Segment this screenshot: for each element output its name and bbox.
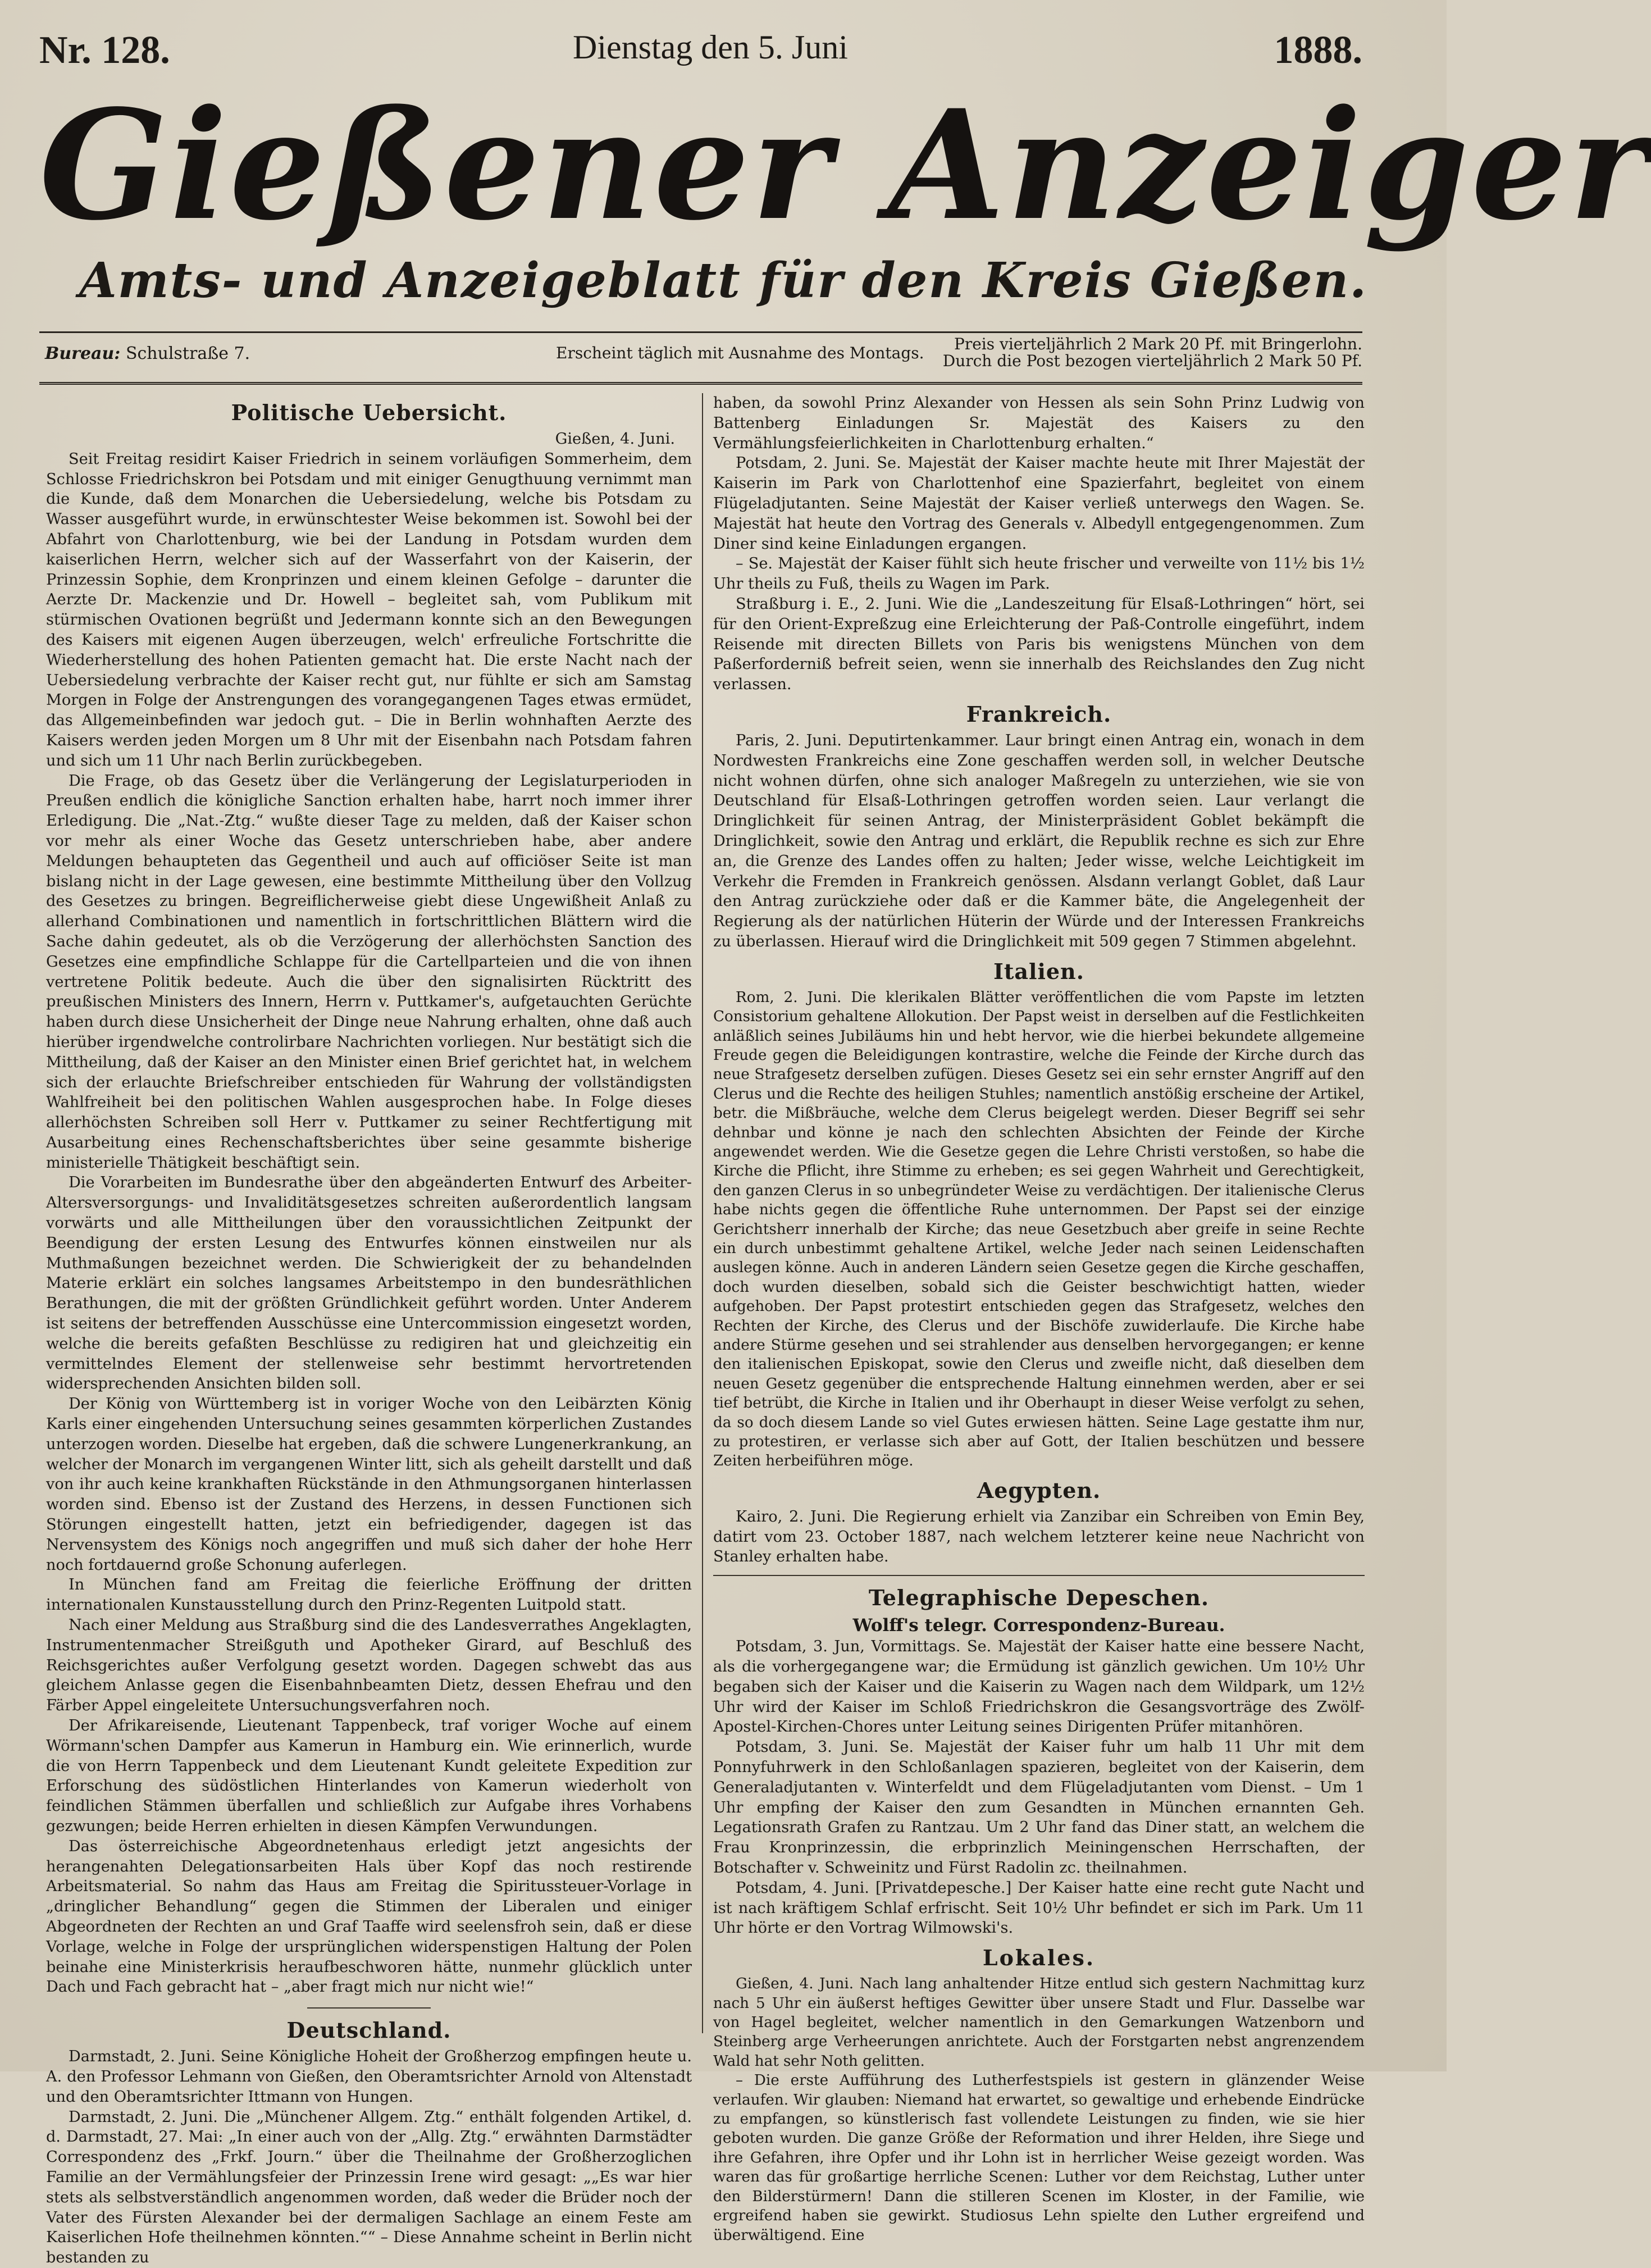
article-paragraph: – Se. Majestät der Kaiser fühlt sich heute frischer und verweilte von 11½ bis 1½ Uhr theils zu Fuß, theils zu Wagen im Park. xyxy=(713,555,1365,593)
bureau-address xyxy=(45,344,250,363)
left-column xyxy=(46,393,692,2268)
section-subheading: Wolff's telegr. Correspondenz-Bureau. xyxy=(852,1615,1225,1636)
article-paragraph: Gießen, 4. Juni. Nach lang anhaltender Hitze entlud sich gestern Nachmittag kurz nach 5 Uhr ein äußerst heftiges Gewitter über unsere Stadt und Flur. Dasselbe war von Hagel begleitet, welcher namentlich in den Gemarkungen Watzenborn und Steinberg arge Verheerungen anrichtete. Auch der Forstgarten nebst angrenzendem Wald hat sehr Noth gelitten. xyxy=(713,1975,1365,2070)
article-paragraph: In München fand am Freitag die feierliche Eröffnung der dritten internationalen Kunstausstellung durch den Prinz-Regenten Luitpold statt. xyxy=(46,1576,692,1614)
section-heading-egypt: Aegypten. xyxy=(977,1477,1101,1503)
article-paragraph: Darmstadt, 2. Juni. Die „Münchener Allgem. Ztg.“ enthält folgenden Artikel, d. d. Darmstadt, 27. Mai: „In einer auch von der „Allg. Ztg.“ erwähnten Darmstädter Correspondenz des „Frkf. Journ.“ über die Theilnahme der Großherzoglichen Familie an der Vermählungsfeier der Prinzessin Irene wird gesagt: „„Es war hier stets als selbstverständlich angenommen worden, daß weder die Brüder noch der Vater des Fürsten Alexander bei der dermaligen Sachlage an einem Feste am Kaiserlichen Hofe theilnehmen könnten.““ – Diese Annahme scheint in Berlin nicht bestanden zu xyxy=(46,2108,692,2267)
article-paragraph: Seit Freitag residirt Kaiser Friedrich in seinem vorläufigen Sommerheim, dem Schlosse Friedrichskron bei Potsdam und mit einiger Genugthuung vernimmt man die Kunde, daß dem Monarchen die Uebersiedelung, welche bis Potsdam zu Wasser ausgeführt wurde, in erwünschtester Weise bekommen ist. Sowohl bei der Abfahrt von Charlottenburg, wie bei der Landung in Potsdam wurden dem kaiserlichen Herrn, welcher sich auf der Wasserfahrt von der Kaiserin, der Prinzessin Sophie, dem Kronprinzen und einem kleinen Gefolge – darunter die Aerzte Dr. Mackenzie und Dr. Howell – begleitet sah, vom Publikum mit stürmischen Ovationen begrüßt und Jedermann konnte sich an den Bewegungen des Kaisers mit eigenen Augen überzeugen, welch' erfreuliche Fortschritte die Wiederherstellung des hohen Patienten gemacht hat. Die erste Nacht nach der Uebersiedelung verbrachte der Kaiser recht gut, nur fühlte er sich am Samstag Morgen in Folge der Anstrengungen des vorangegangenen Tages etwas ermüdet, das Allgemeinbefinden war jedoch gut. – Die in Berlin wohnhaften Aerzte des Kaisers werden jeden Morgen um 8 Uhr mit der Eisenbahn nach Potsdam fahren und sich um 11 Uhr nach Berlin zurückbegeben. xyxy=(46,450,692,769)
article-paragraph: Potsdam, 4. Juni. [Privatdepesche.] Der Kaiser hatte eine recht gute Nacht und ist nach kräftigem Schlaf erfrischt. Seit 10½ Uhr befindet er sich im Park. Um 11 Uhr hörte er den Vortrag Wilmowski's. xyxy=(713,1879,1365,1937)
newspaper-subtitle: Amts- und Anzeigeblatt für den Kreis Gießen. xyxy=(79,252,1368,309)
article-paragraph: Rom, 2. Juni. Die klerikalen Blätter veröffentlichen die vom Papste im letzten Consistorium gehaltene Allokution. Der Papst weist in derselben auf die Festlichkeiten anläßlich seines Jubiläums hin und hebt hervor, wie die hierbei bekundete allgemeine Freude gegen die Beleidigungen kontrastire, welche die Feinde der Kirche durch das neue Strafgesetz derselben zufügen. Dieses Gesetz sei ein sehr ernster Angriff auf den Clerus und die Rechte des heiligen Stuhles; namentlich anstößig erscheine der Artikel, betr. die Mißbräuche, welche dem Clerus beigelegt werden. Dieser Begriff sei sehr dehnbar und könne je nach den schlechten Absichten der Feinde der Kirche angewendet werden. Wie die Gesetze gegen die Lehre Christi verstoßen, so habe die Kirche die Pflicht, ihre Stimme zu erheben; es sei gegen Wahrheit und Gerechtigkeit, den ganzen Clerus in so unbegründeter Weise zu verdächtigen. Der italienische Clerus habe nichts gegen die öffentliche Ruhe unternommen. Der Papst sei der einzige Gerichtsherr innerhalb der Kirche; das neue Gesetzbuch aber greife in seine Rechte ein durch unbestimmt gehaltene Artikel, welche Jeder nach seinen Leidenschaften auslegen könne. Auch in anderen Ländern seien Gesetze gegen die Kirche geschaffen, doch wurden dieselben, sobald sich die Geister beschwichtigt hatten, wieder aufgehoben. Der Papst protestirt entschieden gegen das Strafgesetz, welches den Rechten der Kirche, des Clerus und der Bischöfe zuwiderlaufe. Die Kirche habe andere Stürme gesehen und sei strahlender aus denselben hervorgegangen; er kenne den italienischen Episkopat, sowie den Clerus und zweifle nicht, daß dieselben dem neuen Gesetz gegenüber die entsprechende Haltung einnehmen werden, aber er sei tief betrübt, die Kirche in Italien und ihr Oberhaupt in dieser Weise verfolgt zu sehen, da so doch diesem Lande so viel Gutes erwiesen hätten. Seine Lage gestatte ihm nur, zu protestiren, er verlasse sich aber auf Gott, der Italien beschützen und bessere Zeiten herbeiführen möge. xyxy=(713,989,1365,1470)
right-column xyxy=(713,393,1365,2245)
article-paragraph: Straßburg i. E., 2. Juni. Wie die „Landeszeitung für Elsaß-Lothringen“ hört, sei für den Orient-Expreßzug eine Erleichterung der Paß-Controlle eingeführt, indem Reisende mit directen Billets von Paris bis wenigstens München von dem Paßerforderniß befreit seien, wenn sie innerhalb des Reichslandes den Zug nicht verlassen. xyxy=(713,595,1365,694)
publication-info xyxy=(39,335,1362,370)
section-heading-italy: Italien. xyxy=(993,958,1084,984)
issue-date: Dienstag den 5. Juni xyxy=(573,29,848,66)
section-heading-telegraph: Telegraphische Depeschen. xyxy=(868,1585,1210,1611)
article-paragraph: – Die erste Aufführung des Lutherfestspiels ist gestern in glänzender Weise verlaufen. Wir glauben: Niemand hat erwartet, so gewaltige und erhebende Eindrücke zu empfangen, so künstlerisch fast vollendete Leistungen zu finden, wie sie hier geboten wurden. Die ganze Größe der Reformation und ihrer Helden, ihre Siege und ihre Gefahren, ihre Opfer und ihr Lohn ist in herrlicher Weise gezeigt worden. Was waren das für großartige herrliche Scenen: Luther vor dem Reichstag, Luther unter den Bilderstürmern! Dann die stilleren Scenen im Kloster, in der Familie, wie ergreifend haben sie gewirkt. Studiosus Lehn spielte den Luther ergreifend und überwältigend. Eine xyxy=(713,2072,1365,2244)
article-paragraph: haben, da sowohl Prinz Alexander von Hessen als sein Sohn Prinz Ludwig von Battenberg Einladungen Sr. Majestät des Kaisers zu den Vermählungsfeierlichkeiten in Charlottenburg erhalten.“ xyxy=(713,394,1365,452)
article-paragraph: Der König von Württemberg ist in voriger Woche von den Leibärzten König Karls einer eingehenden Untersuchung seines gesammten körperlichen Zustandes unterzogen worden. Dieselbe hat ergeben, daß die schwere Lungenerkrankung, an welcher der Monarch im vergangenen Winter litt, sich als geheilt darstellt und daß von ihr auch keine krankhaften Rückstände in den Athmungsorganen hinterlassen worden sind. Ebenso ist der Zustand des Herzens, in dessen Functionen sich Störungen eingestellt hatten, jetzt ein befriedigender, dagegen ist das Nervensystem des Königs noch angegriffen und muß sich daher der hohe Herr noch fortdauernd große Schonung auferlegen. xyxy=(46,1395,692,1574)
article-paragraph: Das österreichische Abgeordnetenhaus erledigt jetzt angesichts der herangenahten Delegationsarbeiten Hals über Kopf das noch restirende Arbeitsmaterial. So nahm das Haus am Freitag die Spiritussteuer-Vorlage in „dringlicher Behandlung“ gegen die Stimmen der Liberalen und einiger Abgeordneten der Rechten an und Graf Taaffe wird seelensfroh sein, daß er diese Vorlage, welche in Folge der ursprünglichen widerspenstigen Haltung der Polen beinahe eine Ministerkrisis heraufbeschworen hätte, nunmehr glücklich unter Dach und Fach gebracht hat – „aber fragt mich nur nicht wie!“ xyxy=(46,1837,692,1996)
article-paragraph: Nach einer Meldung aus Straßburg sind die des Landesverrathes Angeklagten, Instrumentenmacher Streißguth und Apotheker Girard, auf Beschluß des Reichsgerichtes außer Verfolgung gesetzt worden. Dagegen schwebt das aus gleichem Anlasse gegen die Eisenbahnbeamten Dietz, dessen Ehefrau und den Färber Appel eingeleitete Untersuchungsverfahren noch. xyxy=(46,1616,692,1715)
article-paragraph: Der Afrikareisende, Lieutenant Tappenbeck, traf voriger Woche auf einem Wörmann'schen Dampfer aus Kamerun in Hamburg ein. Wie erinnerlich, wurde die von Herrn Tappenbeck und dem Lieutenant Kundt geleitete Expedition zur Erforschung des südöstlichen Hinterlandes von Kamerun wiederholt von feindlichen Stämmen überfallen und schließlich zur Aufgabe ihres Vorhabens gezwungen; beide Herren erhielten in diesen Kämpfen Verwundungen. xyxy=(46,1717,692,1835)
section-heading-politics: Politische Uebersicht. xyxy=(231,400,507,425)
divider xyxy=(39,382,1362,385)
price-line: Durch die Post bezogen vierteljährlich 2 Mark 50 Pf. xyxy=(942,352,1362,370)
divider xyxy=(307,2007,431,2009)
column-divider xyxy=(702,393,703,2033)
bureau-label: Bureau: xyxy=(45,344,121,363)
section-heading-france: Frankreich. xyxy=(966,701,1112,727)
divider xyxy=(713,1575,1365,1576)
article-paragraph: Die Vorarbeiten im Bundesrathe über den abgeänderten Entwurf des Arbeiter-Altersversorgungs- und Invaliditätsgesetzes schreiten außerordentlich langsam vorwärts und alle Mittheilungen über den voraussichtlichen Zeitpunkt der Beendigung der ersten Lesung des Entwurfes können einstweilen nur als Muthmaßungen bezeichnet werden. Die Schwierigkeit der zu behandelnden Materie erklärt ein solches langsames Arbeitstempo in den bundesräthlichen Berathungen, die mit der größten Gründlichkeit geführt worden. Unter Anderem ist seitens der betreffenden Ausschüsse eine Untercommission eingesetzt worden, welche die bereits gefaßten Beschlüsse zu redigiren hat und gleichzeitig ein vermittelndes Element der stellenweise sehr bestimmt hervortretenden widersprechenden Ansichten bilden soll. xyxy=(46,1174,692,1393)
section-heading-germany: Deutschland. xyxy=(286,2017,451,2043)
publication-schedule: Erscheint täglich mit Ausnahme des Montags. xyxy=(556,344,924,362)
bureau-street: Schulstraße 7. xyxy=(125,344,250,363)
article-paragraph: Die Frage, ob das Gesetz über die Verlängerung der Legislaturperioden in Preußen endlich die königliche Sanction erhalten habe, harrt noch immer ihrer Erledigung. Die „Nat.-Ztg.“ wußte dieser Tage zu melden, daß der Kaiser schon vor mehr als einer Woche das Gesetz unterschrieben habe, aber andere Meldungen behaupteten das Gegentheil und auch auf officiöser Seite ist man bislang nicht in der Lage gewesen, eine bestimmte Mittheilung über den Vollzug des Gesetzes zu bringen. Begreiflicherweise giebt diese Ungewißheit Anlaß zu allerhand Combinationen und namentlich in fortschrittlichen Blättern wird die Sache dahin gedeutet, als ob die Verzögerung der allerhöchsten Sanction des Gesetzes eine empfindliche Schlappe für die Cartellparteien und die von ihnen vertretene Politik bedeute. Auch die über den signalisirten Rücktritt des preußischen Ministers des Innern, Herrn v. Puttkamer's, aufgetauchten Gerüchte haben durch diese Unsicherheit der Dinge neue Nahrung erhalten, ohne daß auch hierüber irgendwelche controlirbare Nachrichten vorliegen. Nur bestätigt sich die Mittheilung, daß der Kaiser an den Minister einen Brief gerichtet hat, in welchem sich der erlauchte Briefschreiber entschieden für Wahrung der vollständigsten Wahlfreiheit bei den politischen Wahlen ausgesprochen habe. In Folge dieses allerhöchsten Schreiben soll Herr v. Puttkamer zu seiner Rechtfertigung mit Ausarbeitung eines Rechenschaftsberichtes über seine gesammte bisherige ministerielle Thätigkeit beschäftigt sein. xyxy=(46,772,692,1172)
issue-year: 1888. xyxy=(1274,29,1362,72)
article-paragraph: Potsdam, 3. Jun, Vormittags. Se. Majestät der Kaiser hatte eine bessere Nacht, als die vorhergegangene war; die Ermüdung ist gänzlich gewichen. Um 10½ Uhr begaben sich der Kaiser und die Kaiserin zu Wagen nach dem Wildpark, um 12½ Uhr wird der Kaiser im Schloß Friedrichskron die Gesangsvorträge des Zwölf-Apostel-Kirchen-Chores unter Leitung seines Dirigenten Prüfer mitanhören. xyxy=(713,1638,1365,1736)
section-heading-local: Lokales. xyxy=(982,1945,1096,1971)
newspaper-title: Gießener Anzeiger xyxy=(39,77,1651,254)
article-paragraph: Potsdam, 3. Juni. Se. Majestät der Kaiser fuhr um halb 11 Uhr mit dem Ponnyfuhrwerk in den Schloßanlagen spazieren, begleitet von der Kaiserin, dem Generaladjutanten v. Winterfeldt und dem Flügeladjutanten vom Dienst. – Um 1 Uhr empfing der Kaiser den zum Gesandten in München ernannten Geh. Legationsrath Grafen zu Rantzau. Um 2 Uhr fand das Diner statt, an welchem die Frau Kronprinzessin, die erbprinzlich Meiningenschen Herrschaften, der Botschafter v. Schweinitz und Fürst Radolin zc. theilnahmen. xyxy=(713,1738,1365,1877)
price-line: Preis vierteljährlich 2 Mark 20 Pf. mit Bringerlohn. xyxy=(954,335,1362,353)
dateline: Gießen, 4. Juni. xyxy=(555,430,675,448)
subscription-price xyxy=(943,336,1362,370)
article-paragraph: Darmstadt, 2. Juni. Seine Königliche Hoheit der Großherzog empfingen heute u. A. den Professor Lehmann von Gießen, den Oberamtsrichter Arnold von Altenstadt und den Oberamtsrichter Ittmann von Hungen. xyxy=(46,2048,692,2106)
issue-number: Nr. 128. xyxy=(39,29,170,72)
masthead-top-line xyxy=(39,22,1362,73)
article-paragraph: Kairo, 2. Juni. Die Regierung erhielt via Zanzibar ein Schreiben von Emin Bey, datirt vom 23. October 1887, nach welchem letzterer keine neue Nachricht von Stanley erhalten habe. xyxy=(713,1508,1365,1566)
divider xyxy=(39,331,1362,333)
article-paragraph: Potsdam, 2. Juni. Se. Majestät der Kaiser machte heute mit Ihrer Majestät der Kaiserin im Park von Charlottenhof eine Spazierfahrt, begleitet von einem Flügeladjutanten. Seine Majestät der Kaiser verließ unterwegs den Wagen. Se. Majestät hat heute den Vortrag des Generals v. Albedyll entgegengenommen. Zum Diner sind keine Einladungen ergangen. xyxy=(713,454,1365,553)
article-paragraph: Paris, 2. Juni. Deputirtenkammer. Laur bringt einen Antrag ein, wonach in dem Nordwesten Frankreichs eine Zone geschaffen werden soll, in welcher Deutsche nicht wohnen dürfen, ohne sich analoger Maßregeln zu unterziehen, wie sie von Deutschland für Elsaß-Lothringen getroffen worden seien. Laur verlangt die Dringlichkeit für seinen Antrag, der Ministerpräsident Goblet bekämpft die Dringlichkeit, sowie den Antrag und erklärt, die Republik rechne es sich zur Ehre an, die Grenze des Landes offen zu halten; Jeder wisse, welche Leichtigkeit im Verkehr die Fremden in Frankreich genössen. Alsdann verlangt Goblet, daß Laur den Antrag zurückziehe oder daß er die Kammer bäte, die Angelegenheit der Regierung als der natürlichen Hüterin der Würde und der Interessen Frankreichs zu überlassen. Hierauf wird die Dringlichkeit mit 509 gegen 7 Stimmen abgelehnt. xyxy=(713,731,1365,950)
